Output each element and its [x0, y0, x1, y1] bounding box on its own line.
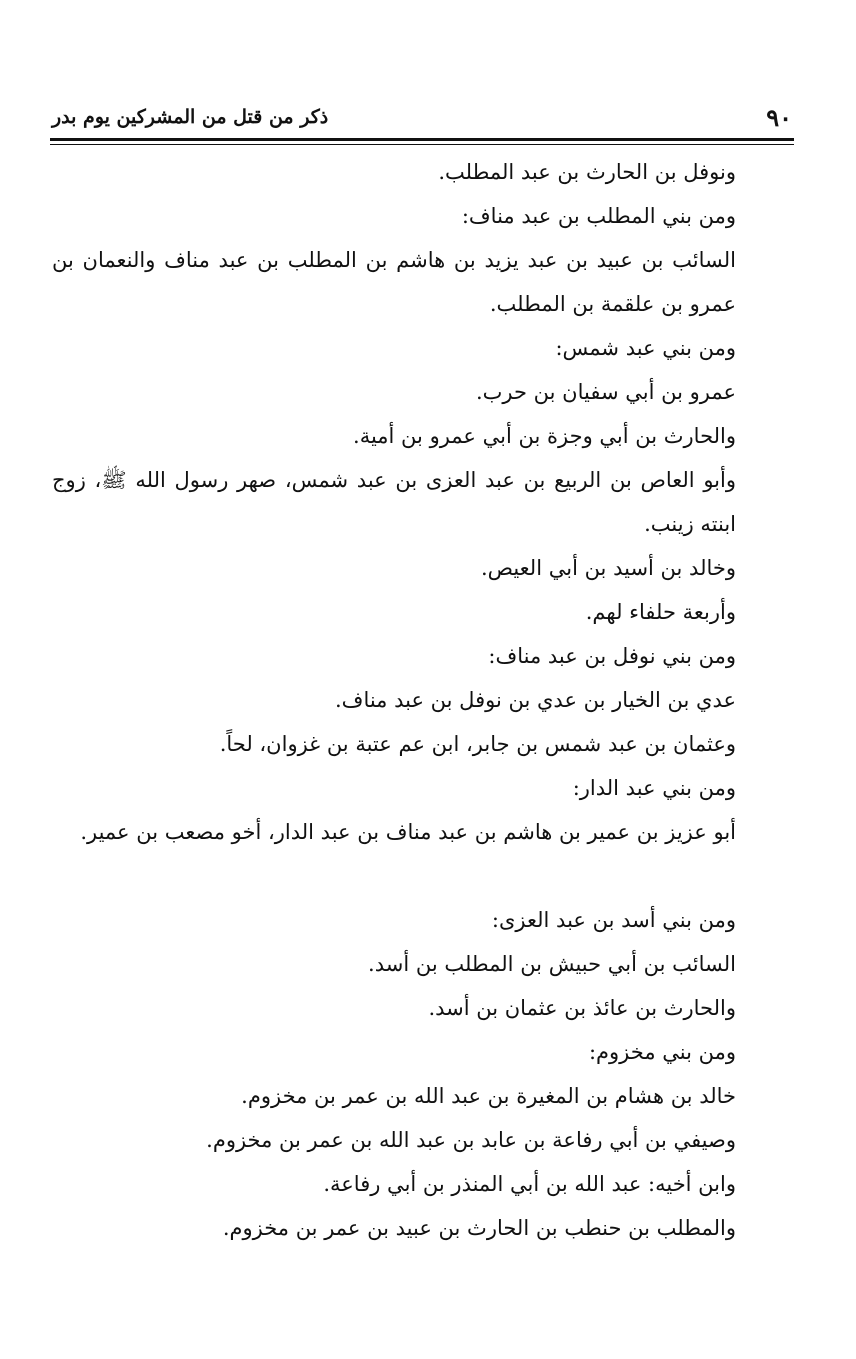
text-line: والحارث بن أبي وجزة بن أبي عمرو بن أمية. [353, 424, 736, 448]
text-line: عدي بن الخيار بن عدي بن نوفل بن عبد مناف. [335, 688, 736, 712]
text-line: ومن بني أسد بن عبد العزى: [491, 908, 736, 932]
text-line: ومن بني مخزوم: [588, 1040, 736, 1064]
text-paragraph: السائب بن عبيد بن عبد يزيد بن هاشم بن المطلب بن عبد مناف والنعمان بن عمرو بن علقمة بن المطلب. [52, 248, 736, 316]
text-line: السائب بن أبي حبيش بن المطلب بن أسد. [368, 952, 736, 976]
text-line: والحارث بن عائذ بن عثمان بن أسد. [428, 996, 736, 1020]
text-paragraph: أبو عزيز بن عمير بن هاشم بن عبد مناف بن عبد الدار، أخو مصعب بن عمير. [80, 820, 736, 844]
text-line: ومن بني المطلب بن عبد مناف: [461, 204, 736, 228]
text-line: والمطلب بن حنطب بن الحارث بن عبيد بن عمر بن مخزوم. [222, 1216, 736, 1240]
text-line: وعثمان بن عبد شمس بن جابر، ابن عم عتبة بن غزوان، لحاً. [219, 732, 736, 756]
running-title: ذكر من قتل من المشركين يوم بدر [52, 106, 329, 128]
header-rule-thick [50, 138, 794, 141]
text-line: ونوفل بن الحارث بن عبد المطلب. [438, 160, 736, 184]
text-line: وصيفي بن أبي رفاعة بن عابد بن عبد الله بن عمر بن مخزوم. [206, 1128, 736, 1152]
page-number: ٩٠ [766, 102, 792, 132]
text-line: ومن بني عبد شمس: [555, 336, 736, 360]
text-line: ومن بني عبد الدار: [572, 776, 736, 800]
text-paragraph: وأبو العاص بن الربيع بن عبد العزى بن عبد شمس، صهر رسول الله ﷺ، زوج ابنته زينب. [52, 468, 736, 536]
text-line: عمرو بن أبي سفيان بن حرب. [475, 380, 736, 404]
text-line: وأربعة حلفاء لهم. [585, 600, 736, 624]
text-line: ومن بني نوفل بن عبد مناف: [488, 644, 736, 668]
header-rule-thin [50, 144, 794, 145]
page-header [52, 100, 792, 134]
text-line: خالد بن هشام بن المغيرة بن عبد الله بن عمر بن مخزوم. [241, 1084, 736, 1108]
body-text [52, 150, 792, 1250]
text-line: وخالد بن أسيد بن أبي العيص. [480, 556, 736, 580]
text-line: وابن أخيه: عبد الله بن أبي المنذر بن أبي رفاعة. [323, 1172, 736, 1196]
